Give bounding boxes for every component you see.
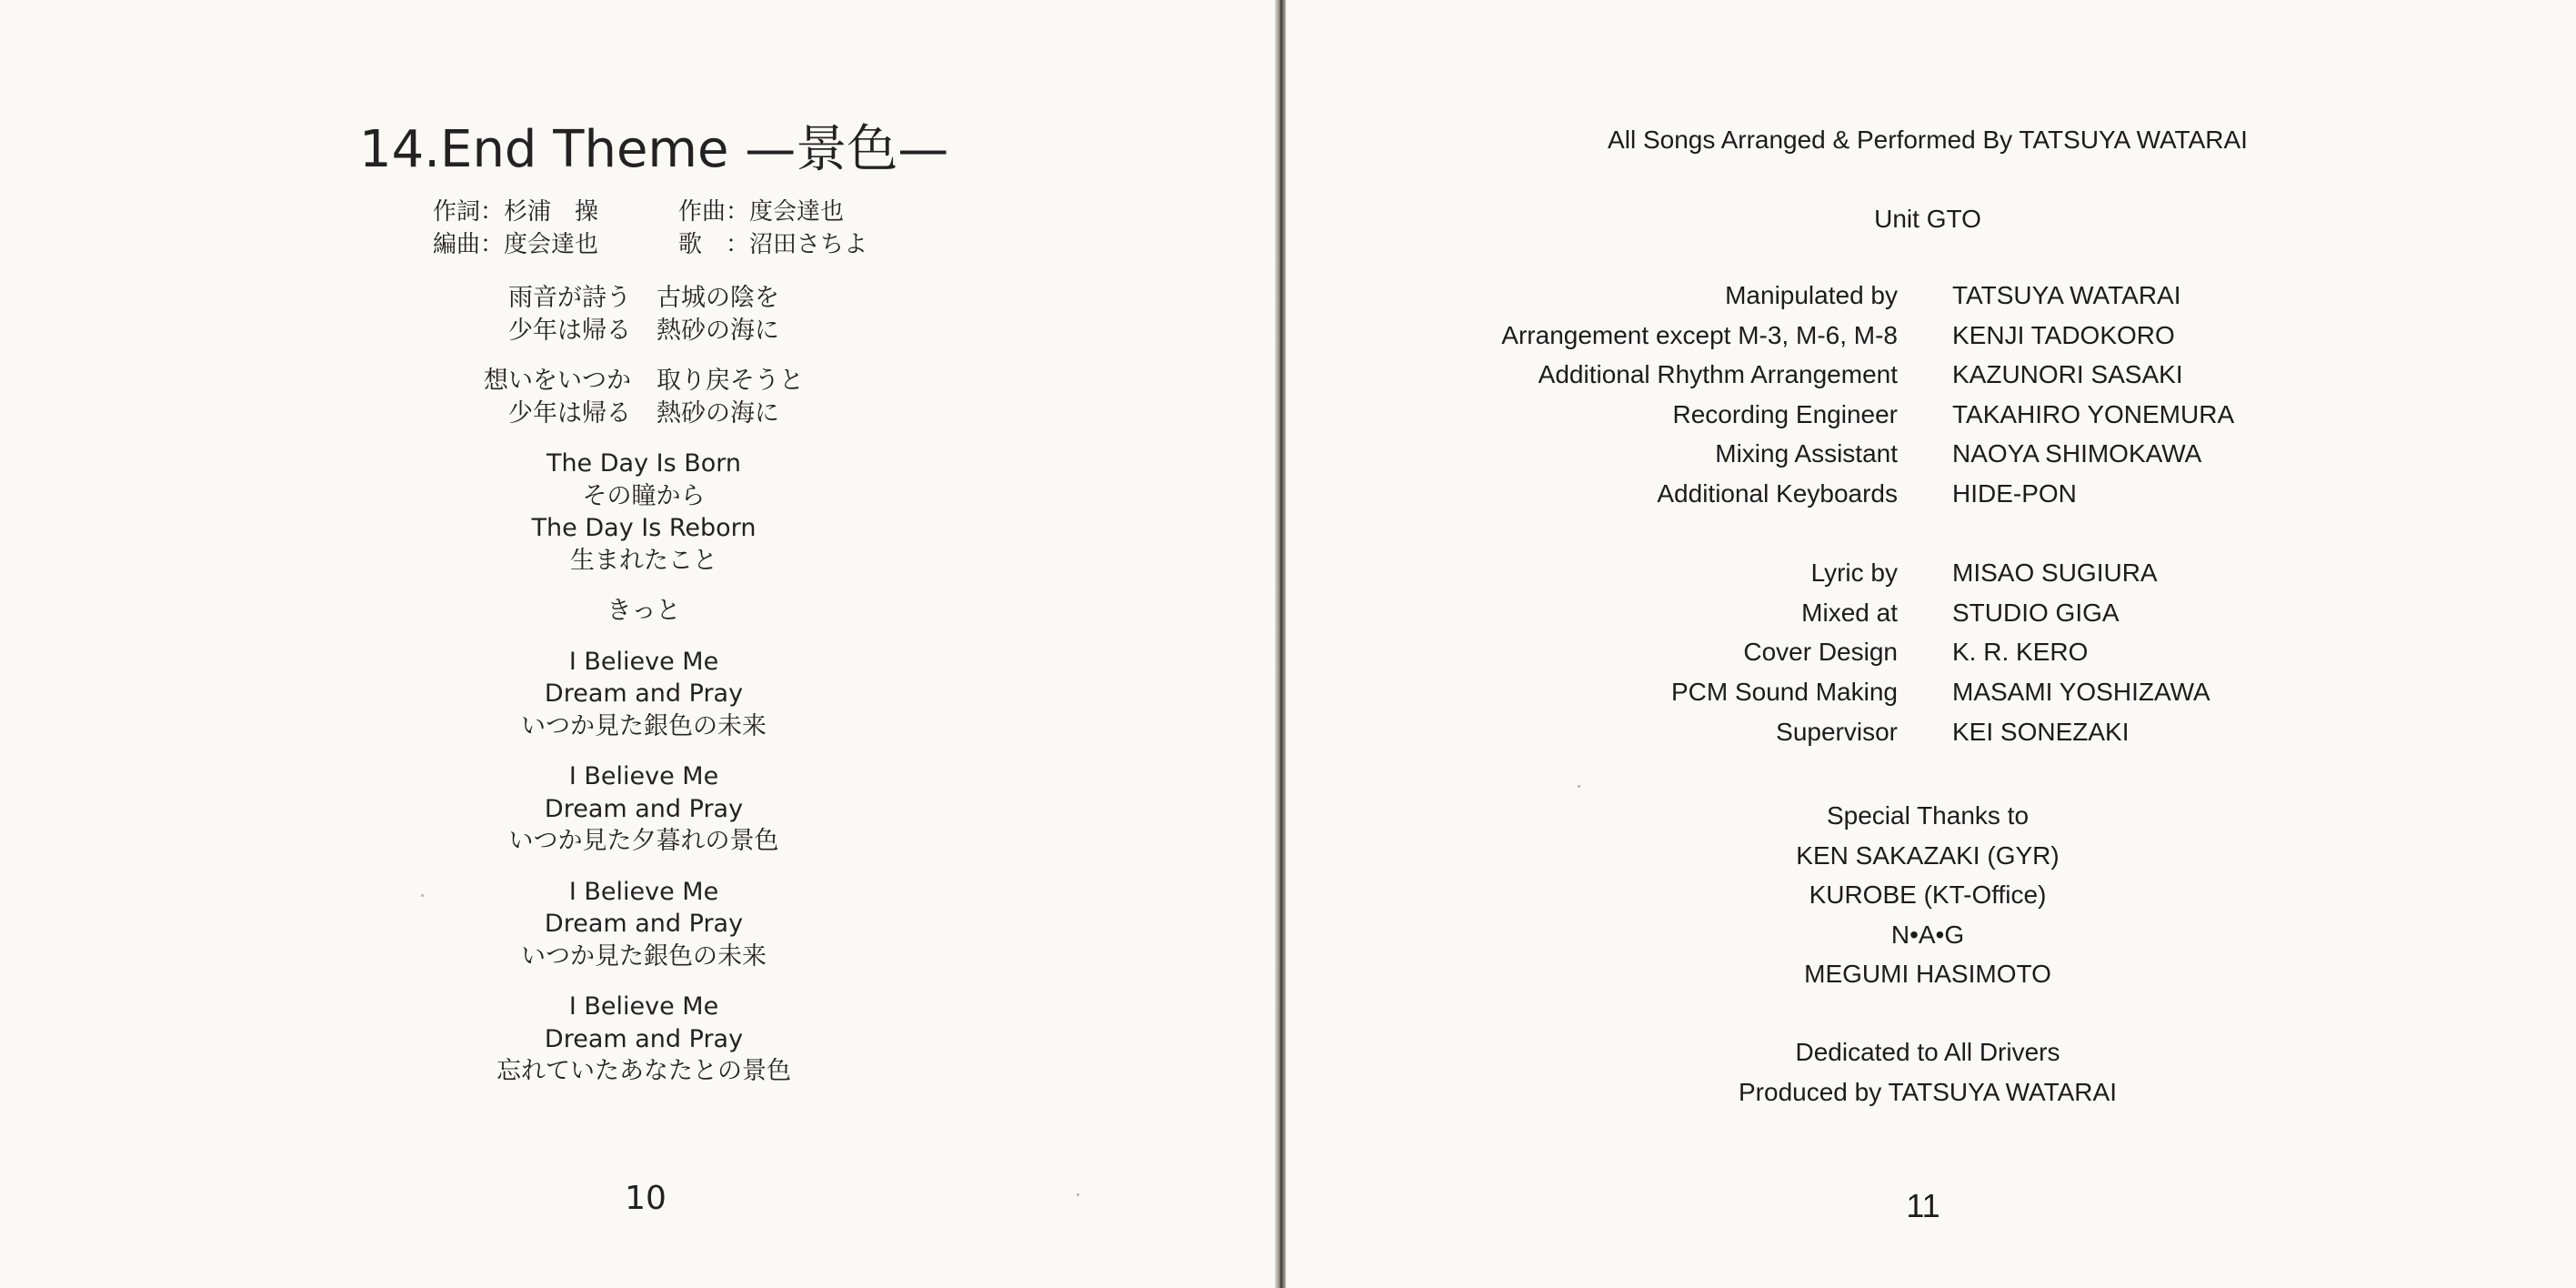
arranged-performed-line: All Songs Arranged & Performed By TATSUYA WATARAI	[1608, 126, 2248, 154]
staff-name: KAZUNORI SASAKI	[1952, 360, 2183, 389]
staff-role: Lyric by	[1810, 558, 1898, 588]
lyricist-credit: 作詞：杉浦 操	[433, 198, 599, 226]
dedication-line: Dedicated to All Drivers	[1795, 1038, 2060, 1066]
staff-name: HIDE-PON	[1952, 478, 2077, 508]
staff-row	[1418, 718, 2328, 758]
staff-credits	[1418, 281, 2328, 757]
page-number-right: 11	[1906, 1187, 1940, 1224]
thanks-name: N•A•G	[1890, 920, 1965, 949]
staff-name: TATSUYA WATARAI	[1952, 281, 2181, 309]
lyric-line	[371, 397, 917, 430]
lyric-line: Dream and Pray	[544, 794, 744, 823]
lyric-stanza	[371, 282, 917, 347]
song-credits	[433, 196, 942, 261]
staff-role: Supervisor	[1776, 717, 1898, 746]
staff-row	[1418, 599, 2328, 639]
producer-line: Produced by TATSUYA WATARAI	[1739, 1077, 2117, 1106]
staff-row	[1418, 638, 2328, 678]
book-gutter	[1275, 0, 1286, 1288]
lyric-line: きっと	[606, 597, 681, 625]
lyric-line	[371, 282, 917, 315]
lyrics	[371, 282, 917, 1106]
staff-name: MASAMI YOSHIZAWA	[1952, 677, 2210, 706]
staff-role: Recording Engineer	[1672, 399, 1898, 428]
lyric-line: いつか見た夕暮れの景色	[508, 827, 779, 855]
lyric-line: I Believe Me	[568, 877, 719, 906]
lyric-line: 忘れていたあなたとの景色	[496, 1057, 791, 1085]
staff-row	[1418, 400, 2328, 440]
thanks-name: MEGUMI HASIMOTO	[1804, 960, 2051, 989]
staff-row	[1418, 439, 2328, 479]
lyric-stanza	[371, 365, 917, 429]
staff-name: MISAO SUGIURA	[1952, 558, 2158, 588]
lyric-phrase: 古城の陰を	[657, 284, 779, 312]
lyric-phrase: 少年は帰る	[508, 398, 631, 428]
lyric-stanza	[371, 595, 917, 628]
lyric-stanza	[371, 760, 917, 858]
composer-credit: 作曲：度会達也	[678, 198, 845, 226]
lyric-line: その瞳から	[582, 481, 706, 510]
lyric-line: いつか見た銀色の未来	[521, 941, 767, 971]
lyric-stanza	[371, 991, 917, 1088]
staff-role: Mixing Assistant	[1715, 439, 1898, 468]
lyric-line: 生まれたこと	[570, 546, 717, 575]
lyric-line: I Believe Me	[568, 992, 719, 1021]
lyric-stanza	[371, 876, 917, 973]
page-number-left: 10	[625, 1180, 667, 1217]
lyric-line	[371, 315, 917, 347]
staff-role: Additional Keyboards	[1657, 478, 1898, 508]
thanks-name: KUROBE (KT-Office)	[1809, 880, 2047, 910]
lyric-line: The Day Is Born	[546, 449, 742, 478]
staff-role: Mixed at	[1801, 598, 1898, 627]
lyric-phrase: 熱砂の海に	[657, 398, 779, 428]
vocal-credit: 歌 ：沼田さちよ	[678, 231, 868, 258]
staff-name: TAKAHIRO YONEMURA	[1952, 399, 2235, 428]
lyric-phrase: 雨音が詩う	[508, 284, 631, 312]
lyric-line: The Day Is Reborn	[531, 514, 757, 542]
staff-name: NAOYA SHIMOKAWA	[1952, 439, 2202, 468]
staff-name: KEI SONEZAKI	[1952, 717, 2130, 746]
staff-role: Cover Design	[1743, 638, 1898, 667]
song-title: 14.End Theme —景色—	[359, 120, 949, 179]
staff-role: PCM Sound Making	[1670, 677, 1898, 706]
staff-role: Arrangement except M-3, M-6, M-8	[1501, 320, 1898, 349]
special-thanks-heading: Special Thanks to	[1826, 801, 2030, 830]
lyric-line	[371, 365, 917, 397]
lyric-line: Dream and Pray	[544, 910, 744, 938]
lyric-line: I Believe Me	[568, 762, 719, 790]
paper-speck	[421, 894, 424, 897]
staff-row	[1418, 321, 2328, 361]
lyric-phrase: 少年は帰る	[508, 316, 631, 345]
staff-row	[1418, 558, 2328, 599]
lyric-phrase: 取り戻そうと	[657, 367, 804, 395]
staff-row	[1418, 479, 2328, 519]
lyric-phrase: 想いをいつか	[484, 367, 631, 395]
special-thanks	[1691, 796, 2164, 994]
arranger-credit: 編曲：度会達也	[433, 231, 599, 258]
dedication-block	[1637, 1032, 2219, 1112]
unit-name: Unit GTO	[1874, 205, 1981, 233]
staff-spacer	[1418, 519, 2328, 559]
staff-row	[1418, 281, 2328, 321]
staff-name: STUDIO GIGA	[1952, 598, 2120, 627]
paper-speck	[1077, 1193, 1079, 1196]
credit-row	[433, 196, 942, 228]
lyric-phrase: 熱砂の海に	[657, 316, 779, 345]
staff-role: Manipulated by	[1725, 281, 1898, 309]
lyric-line: Dream and Pray	[544, 679, 744, 708]
paper-speck	[1578, 785, 1580, 788]
staff-row	[1418, 678, 2328, 718]
thanks-name: KEN SAKAZAKI (GYR)	[1796, 840, 2060, 870]
lyric-stanza	[371, 646, 917, 743]
staff-name: KENJI TADOKORO	[1952, 320, 2175, 349]
lyric-line: I Believe Me	[568, 647, 719, 676]
staff-name: K. R. KERO	[1952, 638, 2089, 667]
lyric-line: Dream and Pray	[544, 1024, 744, 1053]
credit-row	[433, 228, 942, 261]
lyric-stanza	[371, 448, 917, 577]
staff-role: Additional Rhythm Arrangement	[1538, 360, 1898, 389]
lyric-line: いつか見た銀色の未来	[521, 711, 767, 740]
staff-row	[1418, 360, 2328, 400]
